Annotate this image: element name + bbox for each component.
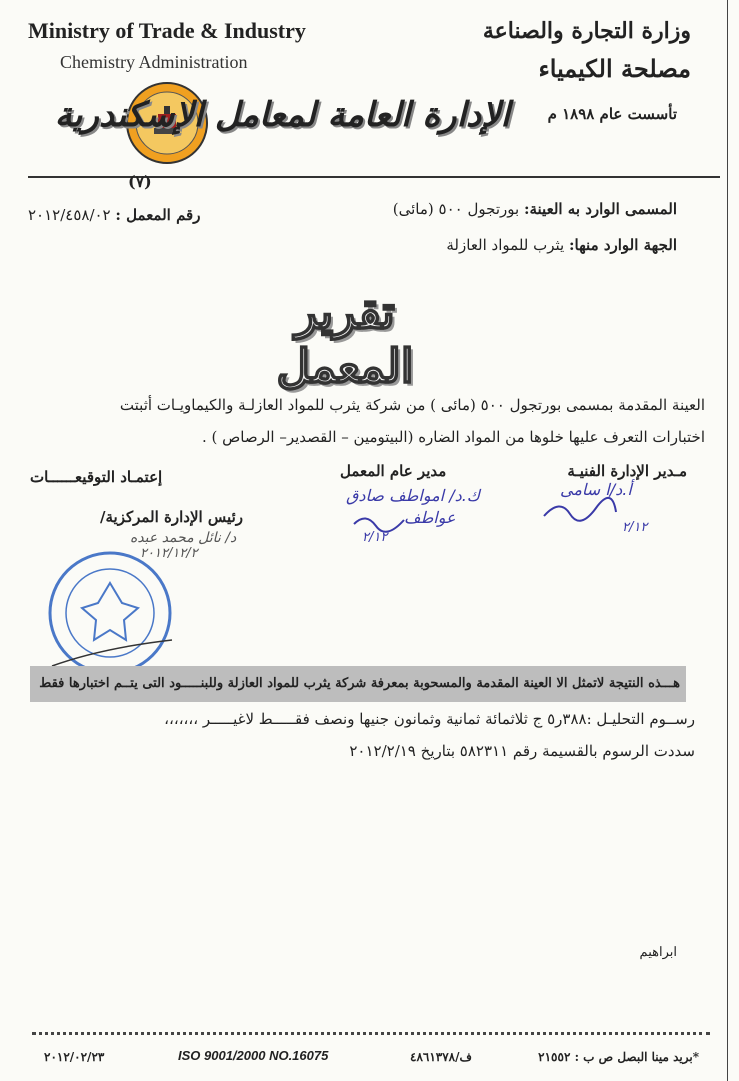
- technical-head-title: مـدير الإدارة الفنيـة: [567, 462, 687, 480]
- footer-iso: ISO 9001/2000 NO.16075: [178, 1048, 329, 1063]
- source-value: يثرب للمواد العازلة: [446, 236, 565, 254]
- sample-name-row: [393, 200, 677, 218]
- ministry-en: Ministry of Trade & Industry: [28, 18, 306, 43]
- result-notice: هـــذه النتيجة لاتمثل الا العينة المقدمة والمسحوبة بمعرفة شركة يثرب للمواد العازلة وللبنـــــود التى يتــم اختبارها فقط: [30, 666, 686, 702]
- sample-name-label: المسمى الوارد به العينة:: [523, 200, 677, 218]
- official-seal-icon: [42, 548, 178, 678]
- body-line-1: العينة المقدمة بمسمى بورتجول ٥٠٠ (مائى ) من شركة يثرب للمواد العازلـة والكيماويـات أثبتت: [119, 396, 705, 414]
- founded-year: تأسست عام ١٨٩٨ م: [547, 105, 677, 123]
- body-line-2: اختبارات التعرف عليها خلوها من المواد الضاره (البيتومين – القصدير– الرصاص ) .: [201, 428, 705, 446]
- fees-line-2: سددت الرسوم بالقسيمة رقم ٥٨٢٣١١ بتاريخ ٢٠١٢/٢/١٩: [349, 742, 695, 760]
- sample-name-value: بورتجول ٥٠٠ (مائى): [392, 200, 520, 218]
- fees-line-1: رســوم التحليـل :٣٨٨ر٥ ج ثلاثمائة ثمانية وثمانون جنيها ونصف فقـــــط لاغيـــــر ،،،،،،،: [164, 710, 695, 728]
- footer-date: ٢٠١٢/٠٢/٢٣: [44, 1050, 105, 1064]
- report-title: تقرير المعمل: [276, 285, 414, 393]
- footer-fax: ف/٤٨٦١٣٧٨: [410, 1050, 472, 1064]
- ministry-ar: وزارة التجارة والصناعة: [482, 18, 691, 44]
- tech-head-handwriting: أ.د/ا سامى: [560, 480, 632, 499]
- source-row: [446, 236, 677, 254]
- source-label: الجهة الوارد منها:: [569, 236, 677, 254]
- central-head-title: رئيس الإدارة المركزية/: [100, 508, 243, 526]
- banner-title: الإدارة العامة لمعامل الإسكندرية: [54, 95, 510, 135]
- lab-number-label: رقم المعمل :: [115, 206, 201, 224]
- tech-head-signature-icon: [540, 496, 620, 524]
- page-edge-line: [727, 0, 728, 1081]
- lab-number-row: [28, 206, 200, 224]
- signer-name: ابراهيم: [639, 945, 677, 960]
- footer-address: *بريد مينا البصل ص ب : ٢١٥٥٢: [538, 1050, 699, 1064]
- footer-divider: [32, 1032, 710, 1035]
- central-head-handwriting: د/ نائل محمد عبده: [130, 530, 237, 546]
- lab-manager-date: ٢/١٢: [362, 530, 388, 545]
- lab-manager-signature: عواطف: [404, 508, 456, 527]
- tech-head-date: ٢/١٢: [622, 520, 648, 535]
- approval-title: إعتمـاد التوقيعــــــات: [30, 468, 163, 486]
- lab-manager-title: مدير عام المعمل: [340, 462, 447, 480]
- lab-manager-handwriting: ك.د/ امواطف صادق: [346, 486, 480, 505]
- central-head-date: ٢٠١٢/١٢/٢: [140, 546, 198, 561]
- administration-ar: مصلحة الكيمياء: [538, 54, 691, 83]
- page-marker: (٧): [128, 172, 152, 191]
- administration-en: Chemistry Administration: [60, 52, 248, 72]
- lab-number-value: ٢٠١٢/٤٥٨/٠٢: [28, 206, 111, 224]
